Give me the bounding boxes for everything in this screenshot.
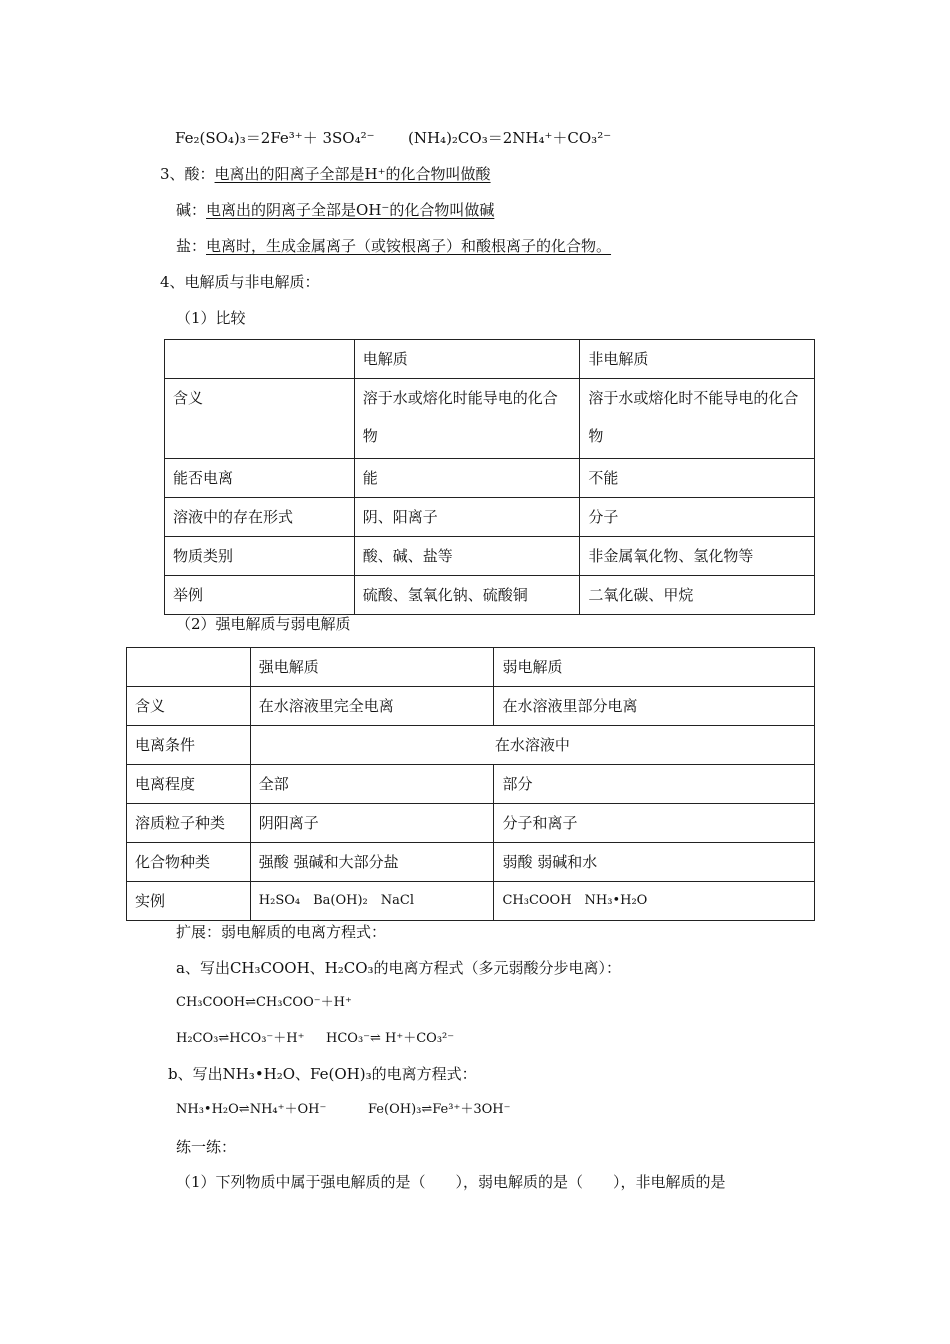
table-cell: 举例 <box>165 576 355 615</box>
subsection-2-heading: （2）强电解质与弱电解质 <box>176 615 351 633</box>
table-row <box>127 687 815 726</box>
table-cell: 电离条件 <box>127 726 251 765</box>
table-cell: 在水溶液里完全电离 <box>250 687 494 726</box>
table-row <box>165 498 815 537</box>
acid-definition-line <box>160 164 491 184</box>
table-row <box>165 576 815 615</box>
acid-definition: 电离出的阳离子全部是H⁺的化合物叫做酸 <box>214 165 491 183</box>
table-cell: 分子和离子 <box>494 804 815 843</box>
equation-feoh3: Fe(OH)₃⇌Fe³⁺＋3OH⁻ <box>368 1102 511 1117</box>
salt-prefix: 盐： <box>176 237 207 255</box>
table-cell: 全部 <box>250 765 494 804</box>
salt-definition: 电离时，生成金属离子（或铵根离子）和酸根离子的化合物。 <box>206 237 612 255</box>
table-cell: 溶液中的存在形式 <box>165 498 355 537</box>
equation-fe2so43: Fe₂(SO₄)₃＝2Fe³⁺＋ 3SO₄²⁻ <box>175 129 375 147</box>
table-cell <box>127 648 251 687</box>
table-row <box>165 537 815 576</box>
table-cell: 化合物种类 <box>127 843 251 882</box>
table-cell: 不能 <box>580 459 815 498</box>
section-4-heading: 4、电解质与非电解质： <box>160 273 320 291</box>
subsection-1-heading: （1）比较 <box>176 309 246 327</box>
table-cell: 部分 <box>494 765 815 804</box>
table-row <box>127 882 815 921</box>
equation-h2co3: H₂CO₃⇌HCO₃⁻＋H⁺ <box>176 1031 305 1046</box>
table-merged-cell: 在水溶液中 <box>250 726 814 765</box>
table-cell: 强酸 强碱和大部分盐 <box>250 843 494 882</box>
practice-question-1: （1）下列物质中属于强电解质的是（ ），弱电解质的是（ ），非电解质的是 <box>176 1173 726 1191</box>
table-cell: 分子 <box>580 498 815 537</box>
table-cell: 非金属氧化物、氢化物等 <box>580 537 815 576</box>
table-row <box>127 726 815 765</box>
table-cell: 酸、碱、盐等 <box>354 537 580 576</box>
table-cell: 溶于水或熔化时能导电的化合物 <box>354 379 580 459</box>
question-b: b、写出NH₃•H₂O、Fe(OH)₃的电离方程式： <box>168 1065 477 1083</box>
table-cell <box>165 340 355 379</box>
table-cell: 在水溶液里部分电离 <box>494 687 815 726</box>
table-row <box>165 459 815 498</box>
table-row <box>127 648 815 687</box>
table-cell: 含义 <box>165 379 355 459</box>
table-row <box>127 765 815 804</box>
table-header-cell: 非电解质 <box>580 340 815 379</box>
table-row <box>165 379 815 459</box>
equation-nh42co3: (NH₄)₂CO₃＝2NH₄⁺＋CO₃²⁻ <box>408 129 612 147</box>
table-row <box>127 804 815 843</box>
comparison-table <box>164 339 815 615</box>
acid-prefix: 3、酸： <box>160 165 215 183</box>
base-definition: 电离出的阴离子全部是OH⁻的化合物叫做碱 <box>206 201 495 219</box>
table-cell: 溶质粒子种类 <box>127 804 251 843</box>
table-header-cell: 弱电解质 <box>494 648 815 687</box>
table-cell: 二氧化碳、甲烷 <box>580 576 815 615</box>
table-cell: 能否电离 <box>165 459 355 498</box>
equation-hco3: HCO₃⁻⇌ H⁺＋CO₃²⁻ <box>326 1031 455 1046</box>
table-cell: 能 <box>354 459 580 498</box>
equation-ch3cooh: CH₃COOH⇌CH₃COO⁻＋H⁺ <box>176 995 352 1010</box>
table-cell: 溶于水或熔化时不能导电的化合物 <box>580 379 815 459</box>
base-definition-line <box>176 200 494 220</box>
table-row <box>165 340 815 379</box>
table-cell: 硫酸、氢氧化钠、硫酸铜 <box>354 576 580 615</box>
salt-definition-line <box>176 236 611 256</box>
question-a: a、写出CH₃COOH、H₂CO₃的电离方程式（多元弱酸分步电离）： <box>176 959 622 977</box>
practice-heading: 练一练： <box>176 1138 237 1156</box>
table-cell: 含义 <box>127 687 251 726</box>
table-cell: 阴阳离子 <box>250 804 494 843</box>
strong-weak-table <box>126 647 815 921</box>
table-header-cell: 电解质 <box>354 340 580 379</box>
extension-heading: 扩展：弱电解质的电离方程式： <box>176 923 387 941</box>
base-prefix: 碱： <box>176 201 207 219</box>
table-cell: CH₃COOH NH₃•H₂O <box>494 882 815 921</box>
table-row <box>127 843 815 882</box>
table-cell: H₂SO₄ Ba(OH)₂ NaCl <box>250 882 494 921</box>
table-cell: 弱酸 弱碱和水 <box>494 843 815 882</box>
table-cell: 物质类别 <box>165 537 355 576</box>
equation-nh3h2o: NH₃•H₂O⇌NH₄⁺＋OH⁻ <box>176 1102 327 1117</box>
table-cell: 电离程度 <box>127 765 251 804</box>
table-header-cell: 强电解质 <box>250 648 494 687</box>
table-cell: 阴、阳离子 <box>354 498 580 537</box>
table-cell: 实例 <box>127 882 251 921</box>
